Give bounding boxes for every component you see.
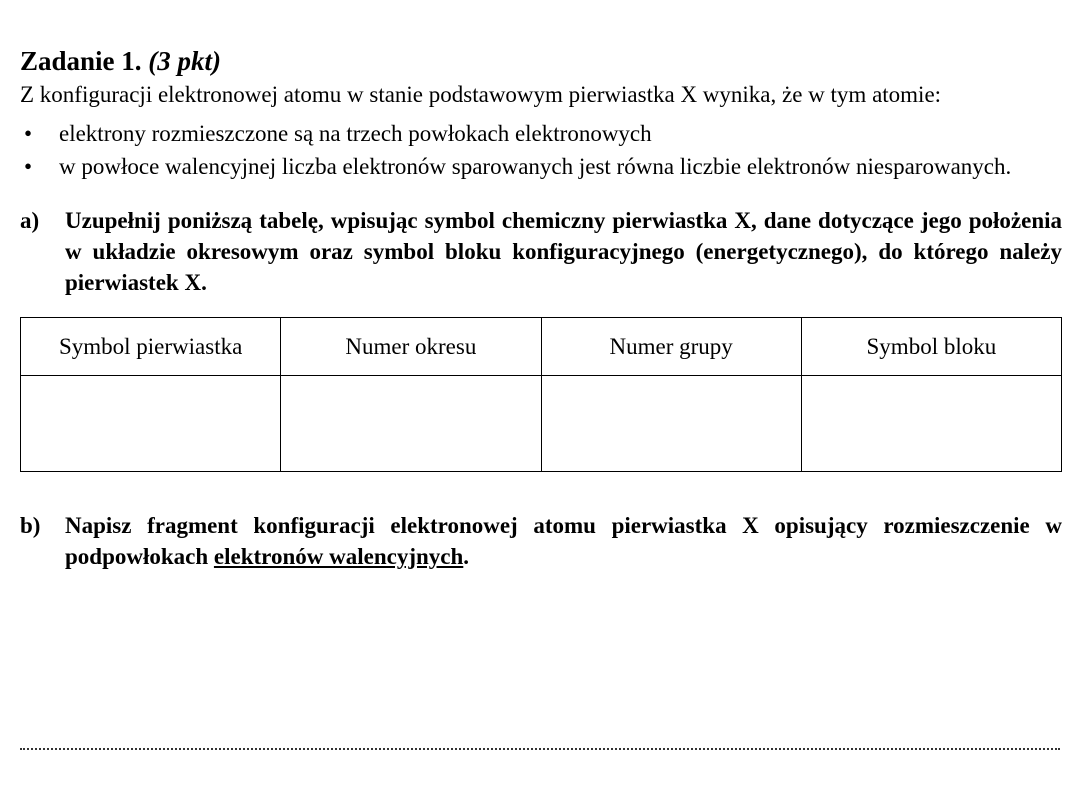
answer-cell-okres[interactable]	[281, 376, 541, 472]
task-page	[20, 44, 1062, 572]
table-header-row	[21, 318, 1062, 376]
subtask-b-marker: b)	[20, 513, 41, 538]
task-points: (3 pkt)	[148, 46, 222, 76]
subtask-b-emphasis: elektronów walencyjnych	[213, 544, 464, 569]
condition-item	[20, 119, 1062, 149]
condition-list	[20, 119, 1062, 182]
subtask-b-instruction: Napisz fragment konfiguracji elektronowej atomu pierwiastka X opisujący rozmieszczenie w podpowłokach	[65, 513, 1062, 569]
bullet-icon: •	[24, 121, 33, 146]
subtask-a	[20, 205, 1062, 298]
table-answer-row	[21, 376, 1062, 472]
subtask-a-marker: a)	[20, 208, 40, 233]
header-symbol-bloku: Symbol bloku	[801, 318, 1061, 376]
condition-text: elektrony rozmieszczone są na trzech powłokach elektronowych	[59, 121, 652, 146]
task-heading	[20, 44, 1062, 78]
condition-text: w powłoce walencyjnej liczba elektronów sparowanych jest równa liczbie elektronów niesparowanych.	[59, 154, 1012, 179]
subtask-b-period: .	[463, 544, 470, 569]
header-symbol-pierwiastka: Symbol pierwiastka	[21, 318, 281, 376]
answer-cell-blok[interactable]	[801, 376, 1061, 472]
condition-item	[20, 152, 1062, 182]
subtask-a-instruction: Uzupełnij poniższą tabelę, wpisując symbol chemiczny pierwiastka X, dane dotyczące jego położenia w układzie okresowym oraz symbol bloku konfiguracyjnego (energetycznego), do którego należy pierwiastek X.	[65, 208, 1062, 295]
task-intro: Z konfiguracji elektronowej atomu w stanie podstawowym pierwiastka X wynika, że w tym atomie:	[20, 82, 942, 107]
answer-table	[20, 317, 1062, 472]
task-title: Zadanie 1.	[20, 46, 142, 76]
subtask-b	[20, 510, 1062, 572]
header-numer-grupy: Numer grupy	[541, 318, 801, 376]
header-numer-okresu: Numer okresu	[281, 318, 541, 376]
answer-line[interactable]	[20, 748, 1060, 750]
answer-cell-grupa[interactable]	[541, 376, 801, 472]
bullet-icon: •	[24, 154, 33, 179]
answer-cell-symbol[interactable]	[21, 376, 281, 472]
